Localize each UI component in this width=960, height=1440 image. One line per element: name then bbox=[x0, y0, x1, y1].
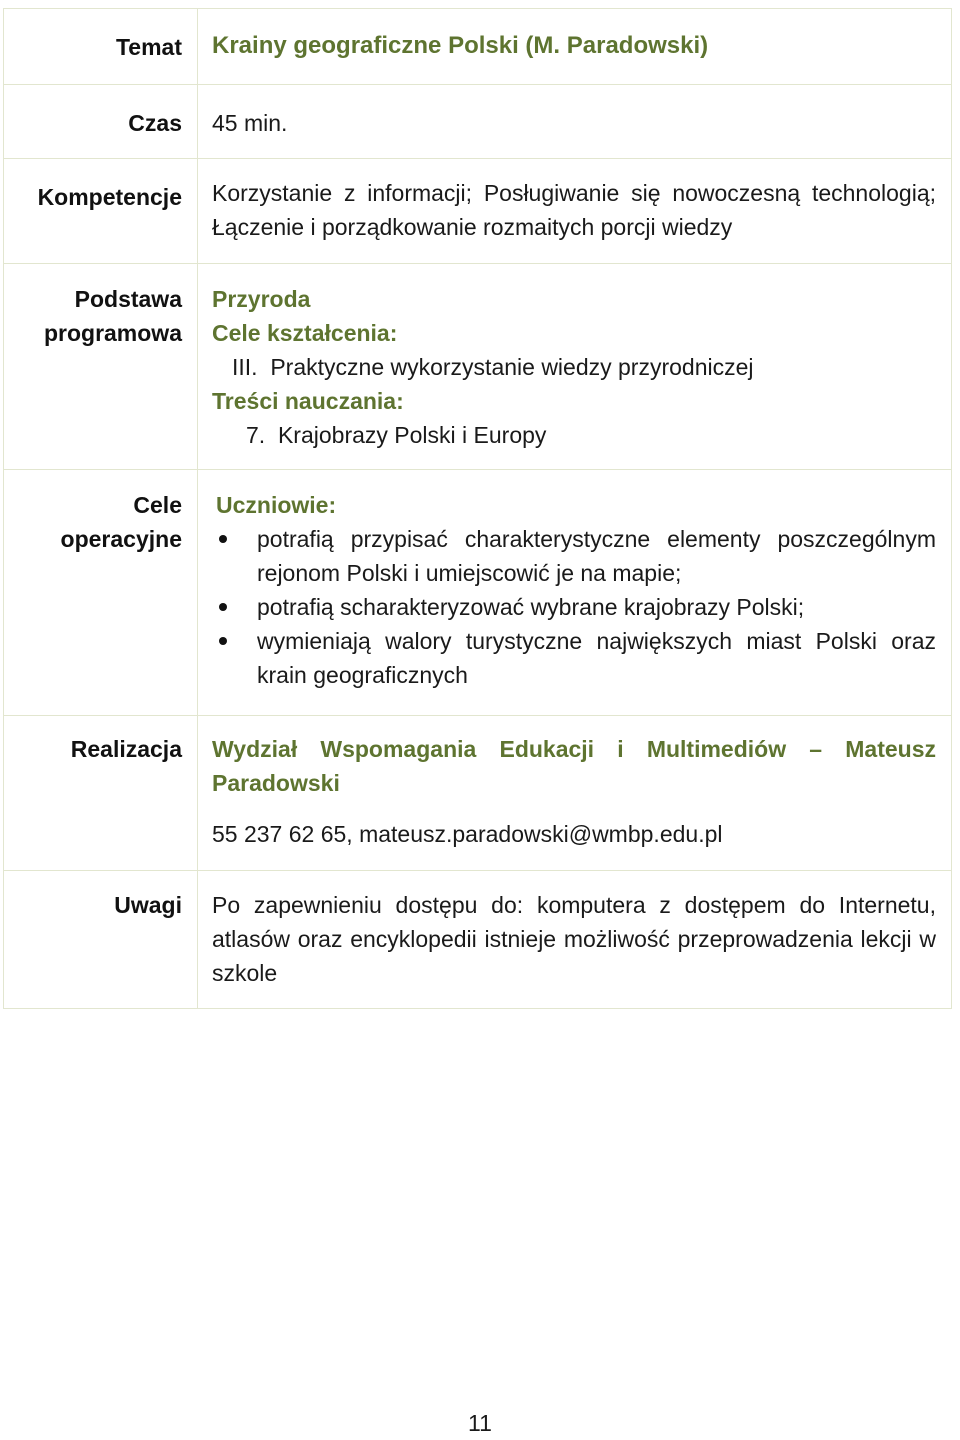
list-item-text: wymieniają walory turystyczne największych miast Polski oraz krain geograficznych bbox=[257, 628, 936, 688]
page-number: 11 bbox=[468, 1410, 492, 1436]
kompetencje-label: Kompetencje bbox=[4, 159, 198, 264]
cele-label-line2: operacyjne bbox=[60, 526, 182, 552]
podstawa-content-heading: Treści nauczania: bbox=[212, 388, 404, 414]
uwagi-label: Uwagi bbox=[4, 871, 198, 1009]
realizacja-department: Wydział Wspomagania Edukacji i Multimediów – Mateusz Paradowski bbox=[212, 736, 936, 796]
podstawa-label-line2: programowa bbox=[43, 320, 182, 346]
row-podstawa-programowa bbox=[4, 264, 952, 470]
bullet-icon bbox=[219, 637, 227, 645]
cele-label-line1: Cele bbox=[133, 492, 182, 518]
bullet-icon bbox=[219, 603, 227, 611]
podstawa-goals-heading: Cele kształcenia: bbox=[212, 320, 398, 346]
row-uwagi bbox=[4, 871, 952, 1009]
podstawa-goal-item: III. Praktyczne wykorzystanie wiedzy przyrodniczej bbox=[232, 354, 754, 380]
czas-label: Czas bbox=[4, 85, 198, 159]
cele-list bbox=[212, 522, 936, 692]
podstawa-value bbox=[198, 264, 952, 470]
list-item bbox=[212, 522, 936, 590]
cele-value bbox=[198, 470, 952, 716]
row-czas bbox=[4, 85, 952, 159]
czas-value: 45 min. bbox=[198, 85, 952, 159]
podstawa-label-line1: Podstawa bbox=[74, 286, 182, 312]
realizacja-value bbox=[198, 716, 952, 871]
row-realizacja bbox=[4, 716, 952, 871]
podstawa-content-item: 7. Krajobrazy Polski i Europy bbox=[246, 422, 547, 448]
podstawa-label bbox=[4, 264, 198, 470]
realizacja-contact: 55 237 62 65, mateusz.paradowski@wmbp.edu.pl bbox=[212, 821, 723, 847]
kompetencje-value: Korzystanie z informacji; Posługiwanie się nowoczesną technologią; Łączenie i porządkowanie rozmaitych porcji wiedzy bbox=[198, 159, 952, 264]
row-cele-operacyjne bbox=[4, 470, 952, 716]
list-item bbox=[212, 624, 936, 692]
uwagi-value: Po zapewnieniu dostępu do: komputera z dostępem do Internetu, atlasów oraz encyklopedii istnieje możliwość przeprowadzenia lekcji w szkole bbox=[198, 871, 952, 1009]
bullet-icon bbox=[219, 535, 227, 543]
list-item-text: potrafią przypisać charakterystyczne elementy poszczególnym rejonom Polski i umiejscowić je na mapie; bbox=[257, 526, 936, 586]
temat-value: Krainy geograficzne Polski (M. Paradowski) bbox=[198, 9, 952, 85]
realizacja-label: Realizacja bbox=[4, 716, 198, 871]
list-item bbox=[212, 590, 936, 624]
row-temat bbox=[4, 9, 952, 85]
row-kompetencje bbox=[4, 159, 952, 264]
podstawa-subject: Przyroda bbox=[212, 286, 311, 312]
list-item-text: potrafią scharakteryzować wybrane krajobrazy Polski; bbox=[257, 594, 805, 620]
temat-label: Temat bbox=[4, 9, 198, 85]
lesson-plan-table bbox=[3, 8, 952, 1009]
cele-heading: Uczniowie: bbox=[216, 492, 337, 518]
cele-label bbox=[4, 470, 198, 716]
